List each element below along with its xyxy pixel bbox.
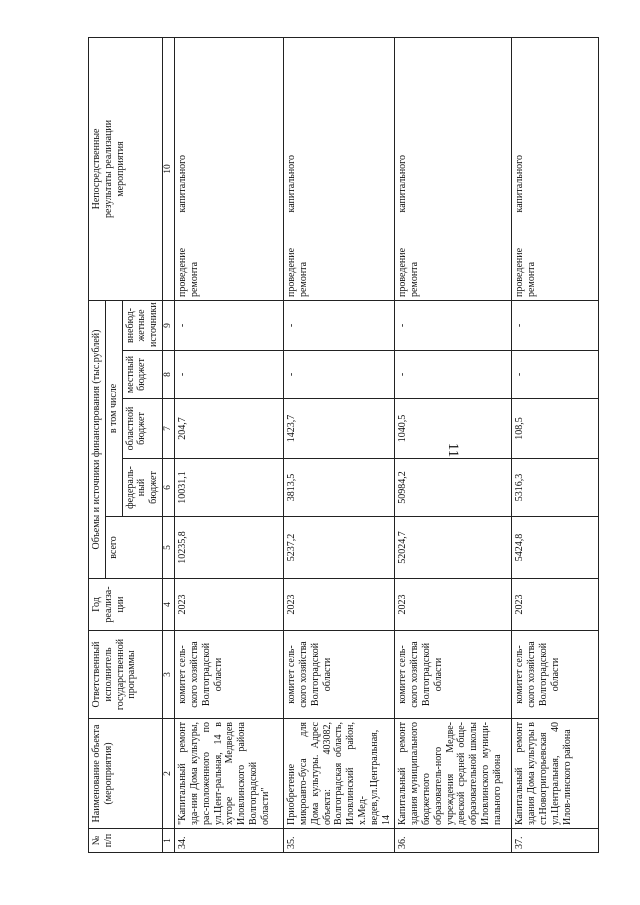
- row-total: 5237,2: [284, 517, 395, 579]
- header-total: всего: [105, 517, 162, 579]
- row-extra: -: [284, 300, 395, 350]
- header-federal: федераль- ный бюджет: [122, 459, 162, 517]
- row-local: -: [284, 351, 395, 399]
- row-result-b: капитального: [175, 37, 284, 215]
- row-num: 37.: [512, 829, 599, 853]
- row-extra: -: [395, 300, 512, 350]
- table-row: [512, 37, 599, 852]
- column-number: 3: [162, 631, 174, 719]
- header-local: местный бюджет: [122, 351, 162, 399]
- row-regional: 1423,7: [284, 399, 395, 459]
- row-num: 34.: [175, 829, 284, 853]
- column-number-row: [162, 37, 174, 852]
- page-number: 11: [445, 442, 461, 458]
- header-including: в том числе: [105, 300, 122, 516]
- row-extra: -: [512, 300, 599, 350]
- row-federal: 50984,2: [395, 459, 512, 517]
- row-regional: 108,5: [512, 399, 599, 459]
- table-row: [284, 37, 395, 852]
- row-regional: 1040,5: [395, 399, 512, 459]
- row-result-b: капитального: [284, 37, 395, 215]
- row-result-a: проведение ремонта: [512, 215, 599, 300]
- document-table-wrapper: [88, 37, 599, 853]
- row-result-a: проведение ремонта: [175, 215, 284, 300]
- row-name: "Капитальный ремонт зда-ния Дома культуры, рас-положенного по ул.Цент-ральная, 14 в хуторе Медведев Иловлинского района Волгоградской области": [175, 719, 284, 829]
- row-result-b: капитального: [512, 37, 599, 215]
- row-executor: комитет сель-ского хозяйства Волгоградской области: [284, 631, 395, 719]
- row-result-b: капитального: [395, 37, 512, 215]
- row-federal: 3813,5: [284, 459, 395, 517]
- row-total: 52024,7: [395, 517, 512, 579]
- row-name: Приобретение микроавто-буса для Дома культуры. Адрес объекта: 403082, Волгоградская область, Иловлинский район, х.Мед-ведев,ул.Центральная, 14: [284, 719, 395, 829]
- table-row: [395, 37, 512, 852]
- row-num: 35.: [284, 829, 395, 853]
- column-number: 2: [162, 719, 174, 829]
- header-num: № п/п: [89, 829, 163, 853]
- column-number: 5: [162, 517, 174, 579]
- row-year: 2023: [512, 579, 599, 631]
- row-year: 2023: [395, 579, 512, 631]
- header-regional: областной бюджет: [122, 399, 162, 459]
- row-result-a: проведение ремонта: [395, 215, 512, 300]
- row-result-a: проведение ремонта: [284, 215, 395, 300]
- row-federal: 5316,3: [512, 459, 599, 517]
- row-year: 2023: [175, 579, 284, 631]
- row-extra: -: [175, 300, 284, 350]
- row-local: -: [395, 351, 512, 399]
- row-local: -: [175, 351, 284, 399]
- row-total: 10235,8: [175, 517, 284, 579]
- row-federal: 10031,1: [175, 459, 284, 517]
- column-number: 10: [162, 37, 174, 300]
- row-executor: комитет сель-ского хозяйства Волгоградской области: [395, 631, 512, 719]
- column-number: 4: [162, 579, 174, 631]
- column-number: 8: [162, 351, 174, 399]
- column-number: 6: [162, 459, 174, 517]
- row-year: 2023: [284, 579, 395, 631]
- table-row: [175, 37, 284, 852]
- row-regional: 204,7: [175, 399, 284, 459]
- header-funding: Объемы и источники финансирования (тыс.рублей): [89, 300, 106, 578]
- header-name: Наименование объекта (мероприятия): [89, 719, 163, 829]
- header-executor: Ответственный исполнитель государственной программы: [89, 631, 163, 719]
- row-name: Капитальный ремонт здания Дома культуры в ст.Новогригорьевская ул.Центральная, 40 Илов-линского района: [512, 719, 599, 829]
- column-number: 9: [162, 300, 174, 350]
- header-extra: внебюд- жетные источники: [122, 300, 162, 350]
- row-executor: комитет сель-ского хозяйства Волгоградской области: [512, 631, 599, 719]
- financing-table: [88, 37, 599, 853]
- row-total: 5424,8: [512, 517, 599, 579]
- column-number: 1: [162, 829, 174, 853]
- row-executor: комитет сель-ского хозяйства Волгоградской области: [175, 631, 284, 719]
- row-num: 36.: [395, 829, 512, 853]
- column-number: 7: [162, 399, 174, 459]
- header-year: Год реализа- ции: [89, 579, 163, 631]
- row-name: Капитальный ремонт здания муниципального бюджетного образователь-ного учреждения Медве-девской средней обще-образовательной школы Иловлинского муници-пального района: [395, 719, 512, 829]
- header-results: Непосредственные результаты реализации мероприятия: [89, 37, 163, 300]
- row-local: -: [512, 351, 599, 399]
